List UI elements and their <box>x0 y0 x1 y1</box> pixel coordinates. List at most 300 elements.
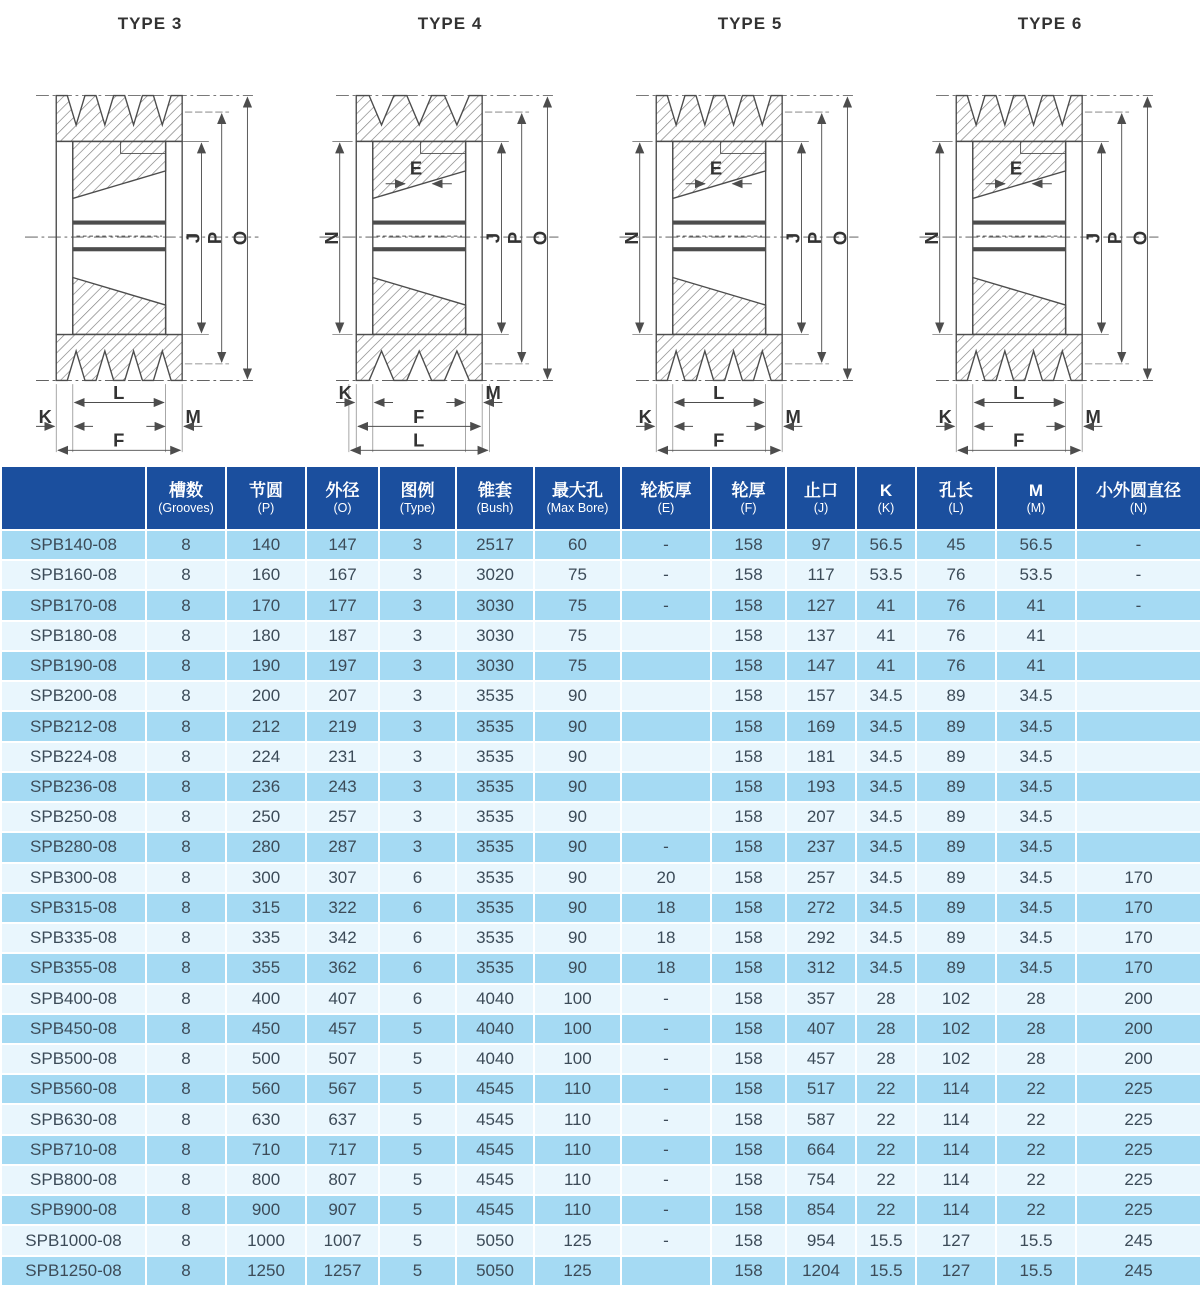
table-cell: 8 <box>146 1256 226 1286</box>
table-cell: 53.5 <box>856 560 916 590</box>
table-cell: 257 <box>786 863 856 893</box>
model-cell: SPB224-08 <box>1 742 146 772</box>
table-cell: 272 <box>786 893 856 923</box>
dim-label-p: P <box>203 231 225 245</box>
left-flange <box>956 141 973 334</box>
table-cell: 41 <box>856 621 916 651</box>
table-cell: 90 <box>534 953 621 983</box>
table-cell: 307 <box>306 863 379 893</box>
table-cell: 225 <box>1076 1104 1200 1134</box>
table-cell: 4040 <box>456 1044 534 1074</box>
table-cell: 41 <box>996 621 1076 651</box>
table-cell: 158 <box>711 1014 786 1044</box>
table-cell: 20 <box>621 863 711 893</box>
figure-type-4 <box>300 0 600 465</box>
table-cell: 15.5 <box>996 1256 1076 1286</box>
table-cell: 158 <box>711 530 786 560</box>
table-cell: 8 <box>146 802 226 832</box>
model-cell: SPB800-08 <box>1 1165 146 1195</box>
pulley-cross-section <box>300 33 600 465</box>
table-cell: 3030 <box>456 590 534 620</box>
table-cell: 8 <box>146 863 226 893</box>
table-cell: 110 <box>534 1104 621 1134</box>
table-cell: 89 <box>916 681 996 711</box>
table-cell: 180 <box>226 621 306 651</box>
table-cell: 907 <box>306 1195 379 1225</box>
table-cell: 3030 <box>456 651 534 681</box>
table-cell: 60 <box>534 530 621 560</box>
table-cell: 158 <box>711 1104 786 1134</box>
model-cell: SPB900-08 <box>1 1195 146 1225</box>
table-cell: 110 <box>534 1195 621 1225</box>
table-cell: 5 <box>379 1104 456 1134</box>
dim-label-o: O <box>829 230 851 246</box>
table-cell: 41 <box>996 590 1076 620</box>
table-row <box>1 984 1200 1014</box>
table-cell: 664 <box>786 1135 856 1165</box>
table-cell: 8 <box>146 953 226 983</box>
dim-label-m: M <box>1085 405 1101 427</box>
top-groove-rim <box>56 96 182 142</box>
table-cell: - <box>621 1074 711 1104</box>
table-cell: 90 <box>534 832 621 862</box>
column-header-zh: 止口 <box>804 480 838 500</box>
column-header-9 <box>786 466 856 530</box>
top-groove-rim <box>656 96 782 142</box>
table-cell <box>621 681 711 711</box>
table-cell: 197 <box>306 651 379 681</box>
table-cell: 3535 <box>456 923 534 953</box>
table-cell: 15.5 <box>856 1256 916 1286</box>
table-cell: 4040 <box>456 1014 534 1044</box>
table-cell: 22 <box>996 1195 1076 1225</box>
dim-label-k: K <box>638 405 652 427</box>
table-cell: 1204 <box>786 1256 856 1286</box>
model-cell: SPB280-08 <box>1 832 146 862</box>
table-cell: 34.5 <box>996 681 1076 711</box>
table-cell: 754 <box>786 1165 856 1195</box>
table-cell: 900 <box>226 1195 306 1225</box>
bore-line-bottom <box>973 247 1066 251</box>
table-cell: 158 <box>711 681 786 711</box>
table-cell: 137 <box>786 621 856 651</box>
table-cell: 8 <box>146 1044 226 1074</box>
right-flange <box>1066 141 1083 334</box>
table-cell: 158 <box>711 1135 786 1165</box>
pulley-drawing-type-5 <box>600 33 900 465</box>
table-cell <box>621 621 711 651</box>
dim-label-f: F <box>713 429 725 451</box>
table-cell: 34.5 <box>856 863 916 893</box>
hub-bottom <box>373 277 466 334</box>
figure-type-5 <box>600 0 900 465</box>
pulley-drawing-type-4 <box>300 33 600 465</box>
table-cell: 807 <box>306 1165 379 1195</box>
table-cell: 355 <box>226 953 306 983</box>
table-cell: 8 <box>146 711 226 741</box>
table-header-row <box>1 466 1200 530</box>
table-cell: 362 <box>306 953 379 983</box>
table-cell: 450 <box>226 1014 306 1044</box>
table-cell: 28 <box>996 1014 1076 1044</box>
table-cell: 225 <box>1076 1195 1200 1225</box>
table-cell: 717 <box>306 1135 379 1165</box>
table-cell: 158 <box>711 651 786 681</box>
table-cell: 8 <box>146 560 226 590</box>
bottom-groove-rim <box>956 334 1082 380</box>
column-header-zh: 轮板厚 <box>640 480 692 500</box>
table-row <box>1 711 1200 741</box>
table-cell: 15.5 <box>996 1225 1076 1255</box>
table-cell: 22 <box>996 1165 1076 1195</box>
table-cell: - <box>621 832 711 862</box>
table-cell: 3 <box>379 621 456 651</box>
table-cell: 34.5 <box>996 711 1076 741</box>
table-cell: 127 <box>916 1225 996 1255</box>
table-cell: 280 <box>226 832 306 862</box>
table-cell: 158 <box>711 1074 786 1104</box>
table-cell: 6 <box>379 953 456 983</box>
table-cell: 90 <box>534 802 621 832</box>
table-cell: 140 <box>226 530 306 560</box>
table-cell: 28 <box>996 984 1076 1014</box>
hub-bottom <box>73 277 166 334</box>
table-cell: 170 <box>1076 953 1200 983</box>
dim-label-p: P <box>1103 231 1125 245</box>
table-cell: 56.5 <box>996 530 1076 560</box>
bore-line-bottom <box>373 247 466 251</box>
column-header-13 <box>1076 466 1200 530</box>
table-cell: 190 <box>226 651 306 681</box>
table-cell: 357 <box>786 984 856 1014</box>
table-cell: 76 <box>916 590 996 620</box>
table-cell: 3535 <box>456 681 534 711</box>
table-cell <box>621 1256 711 1286</box>
table-cell: 5 <box>379 1256 456 1286</box>
column-header-en: (K) <box>877 500 895 515</box>
table-cell: 1007 <box>306 1225 379 1255</box>
bore-line-top <box>73 221 166 225</box>
table-cell: 8 <box>146 1014 226 1044</box>
table-cell: 4545 <box>456 1165 534 1195</box>
pulley-drawings-section <box>0 0 1200 465</box>
table-body <box>1 530 1200 1286</box>
column-header-8 <box>711 466 786 530</box>
column-header-en: (Bush) <box>476 500 514 515</box>
dim-label-m: M <box>185 405 201 427</box>
table-cell: 158 <box>711 711 786 741</box>
table-cell: 89 <box>916 923 996 953</box>
table-cell: 22 <box>856 1074 916 1104</box>
table-cell: 158 <box>711 984 786 1014</box>
table-row <box>1 560 1200 590</box>
table-cell: 1257 <box>306 1256 379 1286</box>
model-cell: SPB315-08 <box>1 893 146 923</box>
table-cell: 169 <box>786 711 856 741</box>
table-cell: 3535 <box>456 832 534 862</box>
table-cell: 8 <box>146 772 226 802</box>
model-cell: SPB300-08 <box>1 863 146 893</box>
pulley-cross-section <box>900 33 1200 465</box>
figure-title: TYPE 3 <box>117 14 183 33</box>
table-cell: 560 <box>226 1074 306 1104</box>
table-cell: 114 <box>916 1135 996 1165</box>
table-cell: 3 <box>379 681 456 711</box>
column-header-en: (N) <box>1129 500 1148 515</box>
dim-label-n: N <box>620 231 642 245</box>
table-cell <box>1076 772 1200 802</box>
table-cell <box>621 742 711 772</box>
table-cell: 34.5 <box>856 772 916 802</box>
table-cell: 158 <box>711 863 786 893</box>
table-cell: 34.5 <box>996 953 1076 983</box>
table-cell: 8 <box>146 984 226 1014</box>
table-cell: 231 <box>306 742 379 772</box>
column-header-zh: 槽数 <box>169 480 203 500</box>
table-cell: 125 <box>534 1256 621 1286</box>
table-cell: 90 <box>534 681 621 711</box>
table-cell: 5 <box>379 1225 456 1255</box>
table-cell <box>1076 742 1200 772</box>
column-header-5 <box>456 466 534 530</box>
dim-label-n: N <box>320 231 342 245</box>
top-groove-rim <box>956 96 1082 142</box>
table-row <box>1 802 1200 832</box>
column-header-en: (E) <box>657 500 675 515</box>
table-cell: 75 <box>534 621 621 651</box>
table-cell: 28 <box>996 1044 1076 1074</box>
bottom-groove-rim <box>656 334 782 380</box>
table-cell: 75 <box>534 590 621 620</box>
table-cell: 954 <box>786 1225 856 1255</box>
table-cell <box>1076 681 1200 711</box>
model-cell: SPB140-08 <box>1 530 146 560</box>
table-row <box>1 651 1200 681</box>
table-cell: 5 <box>379 1135 456 1165</box>
table-cell: 34.5 <box>856 832 916 862</box>
table-cell: 224 <box>226 742 306 772</box>
table-cell: 3 <box>379 530 456 560</box>
table-cell: 5050 <box>456 1256 534 1286</box>
table-cell <box>621 651 711 681</box>
right-flange <box>466 141 483 334</box>
table-cell: 5 <box>379 1014 456 1044</box>
model-cell: SPB710-08 <box>1 1135 146 1165</box>
table-cell: 3 <box>379 772 456 802</box>
model-cell: SPB190-08 <box>1 651 146 681</box>
dim-label-m: M <box>785 405 801 427</box>
model-cell: SPB500-08 <box>1 1044 146 1074</box>
table-cell: 6 <box>379 893 456 923</box>
table-cell: 250 <box>226 802 306 832</box>
table-cell: 15.5 <box>856 1225 916 1255</box>
table-cell: 102 <box>916 984 996 1014</box>
table-cell: 800 <box>226 1165 306 1195</box>
table-cell: 34.5 <box>856 953 916 983</box>
column-header-1 <box>146 466 226 530</box>
table-cell: 34.5 <box>856 711 916 741</box>
table-row <box>1 953 1200 983</box>
model-cell: SPB212-08 <box>1 711 146 741</box>
table-row <box>1 530 1200 560</box>
table-row <box>1 590 1200 620</box>
table-cell: 90 <box>534 863 621 893</box>
dim-label-l: L <box>113 381 125 403</box>
column-header-zh: 孔长 <box>939 480 973 500</box>
table-cell: 457 <box>306 1014 379 1044</box>
table-cell: 90 <box>534 923 621 953</box>
dim-label-o: O <box>229 230 251 246</box>
table-cell: 158 <box>711 802 786 832</box>
table-cell: 2517 <box>456 530 534 560</box>
model-cell: SPB400-08 <box>1 984 146 1014</box>
table-cell: 147 <box>786 651 856 681</box>
pulley-drawing-type-3 <box>0 33 300 465</box>
dim-label-j: J <box>782 232 804 244</box>
table-cell: 4545 <box>456 1074 534 1104</box>
table-cell: 3 <box>379 651 456 681</box>
figure-type-6 <box>900 0 1200 465</box>
table-cell: 3 <box>379 742 456 772</box>
table-cell: 5 <box>379 1074 456 1104</box>
table-row <box>1 681 1200 711</box>
table-cell: 89 <box>916 832 996 862</box>
model-cell: SPB355-08 <box>1 953 146 983</box>
table-cell: 3535 <box>456 863 534 893</box>
table-cell: 8 <box>146 923 226 953</box>
table-cell: 158 <box>711 923 786 953</box>
table-cell: 3 <box>379 711 456 741</box>
table-cell: 507 <box>306 1044 379 1074</box>
column-header-zh: 轮厚 <box>731 480 766 500</box>
table-cell <box>621 772 711 802</box>
right-flange <box>766 141 783 334</box>
figure-title: TYPE 6 <box>1017 14 1083 33</box>
table-cell: 114 <box>916 1104 996 1134</box>
dim-label-l: L <box>413 429 425 451</box>
column-header-0 <box>1 466 146 530</box>
column-header-en: (F) <box>740 500 757 515</box>
table-cell: 170 <box>226 590 306 620</box>
model-cell: SPB236-08 <box>1 772 146 802</box>
model-cell: SPB180-08 <box>1 621 146 651</box>
table-cell: 407 <box>306 984 379 1014</box>
table-cell: 407 <box>786 1014 856 1044</box>
table-cell: - <box>621 590 711 620</box>
table-cell: 75 <box>534 651 621 681</box>
dim-label-j: J <box>1082 232 1104 244</box>
table-cell: 41 <box>856 590 916 620</box>
table-cell: 158 <box>711 621 786 651</box>
column-header-zh: 小外圆直径 <box>1096 480 1181 500</box>
table-cell: 3535 <box>456 711 534 741</box>
table-cell: 114 <box>916 1165 996 1195</box>
table-cell: 34.5 <box>856 893 916 923</box>
table-cell: 710 <box>226 1135 306 1165</box>
table-cell: 117 <box>786 560 856 590</box>
table-cell: 225 <box>1076 1165 1200 1195</box>
table-cell: 237 <box>786 832 856 862</box>
table-cell: 4545 <box>456 1104 534 1134</box>
model-cell: SPB1000-08 <box>1 1225 146 1255</box>
table-cell: 5050 <box>456 1225 534 1255</box>
dim-label-k: K <box>338 381 352 403</box>
model-cell: SPB1250-08 <box>1 1256 146 1286</box>
table-cell: 3535 <box>456 953 534 983</box>
table-cell: 8 <box>146 530 226 560</box>
table-cell: 8 <box>146 681 226 711</box>
table-cell: 8 <box>146 1104 226 1134</box>
table-cell: 41 <box>996 651 1076 681</box>
table-cell: 28 <box>856 1044 916 1074</box>
table-cell: - <box>621 1225 711 1255</box>
table-cell: - <box>1076 590 1200 620</box>
table-cell: 34.5 <box>856 681 916 711</box>
table-cell: - <box>621 1195 711 1225</box>
table-cell: 3535 <box>456 742 534 772</box>
dim-label-e: E <box>709 157 723 179</box>
table-cell: 76 <box>916 621 996 651</box>
table-cell: 18 <box>621 893 711 923</box>
table-cell: 45 <box>916 530 996 560</box>
hub-bottom <box>673 277 766 334</box>
figure-title: TYPE 5 <box>717 14 783 33</box>
table-cell: 100 <box>534 1044 621 1074</box>
column-header-en: (P) <box>257 500 275 515</box>
table-row <box>1 1256 1200 1286</box>
column-header-en: (L) <box>948 500 964 515</box>
dim-label-k: K <box>938 405 952 427</box>
column-header-en: (Grooves) <box>158 500 214 515</box>
column-header-11 <box>916 466 996 530</box>
table-row <box>1 621 1200 651</box>
table-cell: 34.5 <box>996 742 1076 772</box>
table-cell: - <box>1076 560 1200 590</box>
table-row <box>1 1074 1200 1104</box>
table-cell: 8 <box>146 832 226 862</box>
table-cell: 53.5 <box>996 560 1076 590</box>
table-cell: 3 <box>379 832 456 862</box>
table-cell: 300 <box>226 863 306 893</box>
table-cell: 3 <box>379 560 456 590</box>
table-cell: 245 <box>1076 1225 1200 1255</box>
table-cell: 97 <box>786 530 856 560</box>
table-cell: 158 <box>711 953 786 983</box>
table-cell: 34.5 <box>996 772 1076 802</box>
table-cell: 89 <box>916 893 996 923</box>
table-cell: 34.5 <box>996 923 1076 953</box>
table-cell: 322 <box>306 893 379 923</box>
table-cell: 3 <box>379 802 456 832</box>
table-cell: 158 <box>711 1044 786 1074</box>
dim-label-l: L <box>1013 381 1025 403</box>
bore-line-top <box>973 221 1066 225</box>
table-cell: 158 <box>711 893 786 923</box>
bottom-groove-rim <box>56 334 182 380</box>
column-header-zh: 锥套 <box>478 480 512 500</box>
table-cell: 100 <box>534 984 621 1014</box>
column-header-4 <box>379 466 456 530</box>
table-cell: 22 <box>996 1074 1076 1104</box>
bottom-groove-rim <box>356 334 482 380</box>
table-cell: 5 <box>379 1044 456 1074</box>
hub-bottom <box>973 277 1066 334</box>
table-cell: 236 <box>226 772 306 802</box>
dim-label-f: F <box>113 429 125 451</box>
table-cell: 1250 <box>226 1256 306 1286</box>
table-cell: 127 <box>786 590 856 620</box>
table-cell: 3020 <box>456 560 534 590</box>
